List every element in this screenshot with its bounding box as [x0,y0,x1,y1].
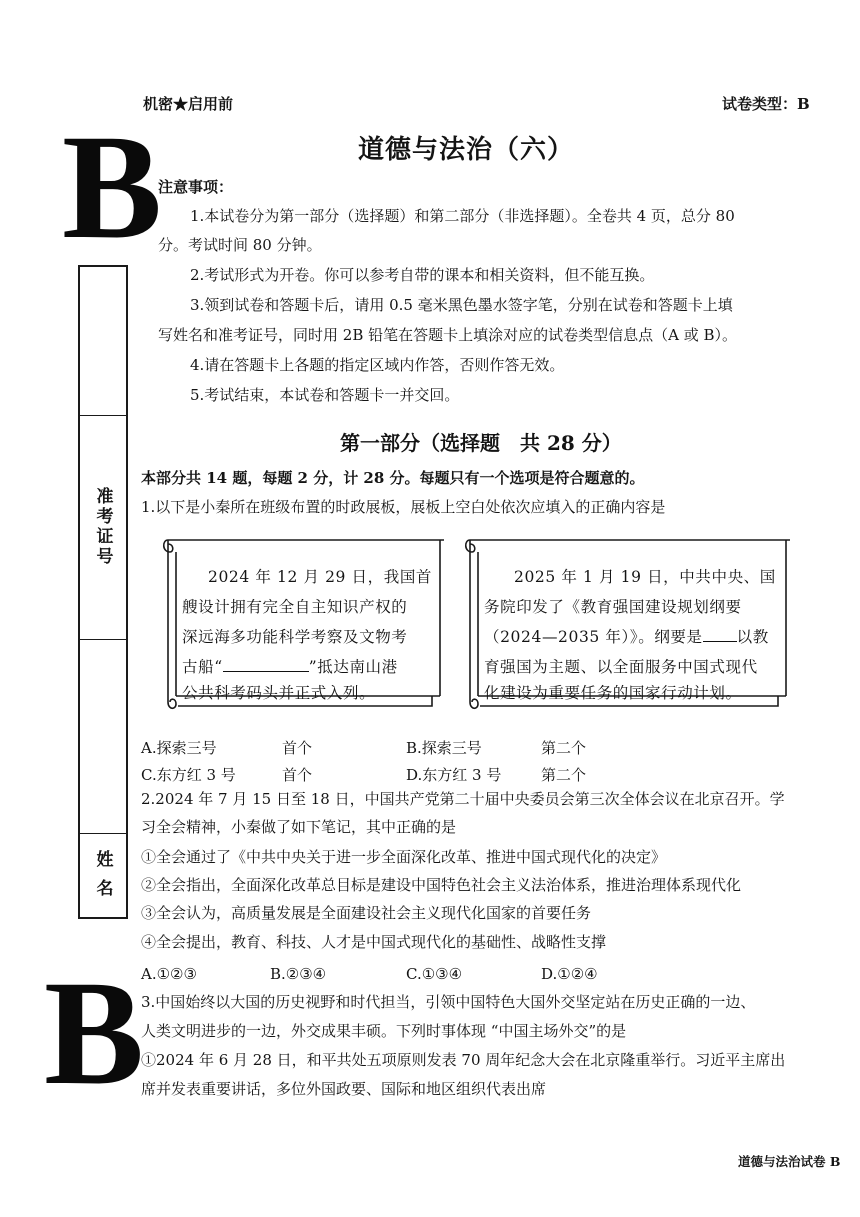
notice-line-4: 4.请在答题卡上各题的指定区域内作答，否则作答无效。 [190,356,565,374]
exam-id-label: 准考证号 [92,487,113,567]
q2-statement-3: ③全会认为，高质量发展是全面建设社会主义现代化国家的首要任务 [141,904,592,922]
paper-type-label: 试卷类型：B [722,95,810,113]
q2-statement-2: ②全会指出，全面深化改革总目标是建设中国特色社会主义法治体系，推进治理体系现代化 [141,876,742,894]
right-board-line-5: 化建设为重要任务的国家行动计划。 [484,684,742,702]
notice-line-3a: 3.领到试卷和答题卡后，请用 0.5 毫米黑色墨水签字笔，分别在试卷和答题卡上填 [190,296,733,314]
confidential-label: 机密★启用前 [143,95,234,113]
q3-statement-1b: 席并发表重要讲话，多位外国政要、国际和地区组织代表出席 [141,1080,547,1098]
question-3-stem-a: 3.中国始终以大国的历史视野和时代担当，引领中国特色大国外交坚定站在历史正确的一边、 [141,993,756,1011]
q1-option-c-part-1: C.东方红 3 号 [141,766,236,784]
q2-option-d: D.①②④ [541,965,598,983]
left-board-line-5: 公共科考码头并正式入列。 [182,684,376,702]
paper-type-letter-top: B [62,104,163,270]
q1-option-b-part-2: 第二个 [541,739,587,757]
paper-type-letter-bottom: B [44,950,145,1116]
q1-option-a-part-1: A.探索三号 [141,739,217,757]
left-board-line-4-end: ”抵达南山港 [308,658,398,676]
left-board-line-1: 2024 年 12 月 29 日，我国首 [208,568,433,586]
column-divider [80,639,126,640]
q2-option-a: A.①②③ [141,965,197,983]
question-3-stem-b: 人类文明进步的一边，外交成果丰硕。下列时事体现 “中国主场外交”的是 [141,1022,627,1040]
right-board-line-2: 务院印发了《教育强国建设规划纲要 [484,598,742,616]
notice-line-1b: 分。考试时间 80 分钟。 [158,236,322,254]
right-board-line-4: 育强国为主题、以全面服务中国式现代 [484,658,758,676]
notice-line-3b: 写姓名和准考证号，同时用 2B 铅笔在答题卡上填涂对应的试卷类型信息点（A 或 B）。 [158,326,737,344]
q1-option-d-part-1: D.东方红 3 号 [406,766,502,784]
left-board-line-2: 艘设计拥有完全自主知识产权的 [182,598,408,616]
q1-option-d-part-2: 第二个 [541,766,587,784]
name-label: 姓 名 [92,849,113,899]
column-divider [80,415,126,416]
answer-blank-1 [223,671,309,672]
right-board-line-3 [484,622,769,652]
news-board-left [160,530,452,716]
q2-option-c: C.①③④ [406,965,463,983]
notice-line-5: 5.考试结束，本试卷和答题卡一并交回。 [190,386,460,404]
section-heading: 第一部分（选择题 共 28 分） [340,431,622,455]
notice-line-1a: 1.本试卷分为第一部分（选择题）和第二部分（非选择题）。全卷共 4 页，总分 80 [190,207,735,225]
column-divider [80,833,126,834]
q1-option-c-part-2: 首个 [282,766,313,784]
q1-option-a-part-2: 首个 [282,739,313,757]
question-2-stem-a: 2.2024 年 7 月 15 日至 18 日，中国共产党第二十届中央委员会第三次全体会议在北京召开。学 [141,790,785,808]
candidate-info-column [78,265,128,919]
notice-heading: 注意事项： [158,178,234,196]
question-2-stem-b: 习全会精神，小秦做了如下笔记，其中正确的是 [141,818,457,836]
q2-statement-1: ①全会通过了《中共中央关于进一步全面深化改革、推进中国式现代化的决定》 [141,848,667,866]
news-board-right [462,530,798,716]
section-intro: 本部分共 14 题，每题 2 分，计 28 分。每题只有一个选项是符合题意的。 [141,469,645,487]
q1-option-b-part-1: B.探索三号 [406,739,482,757]
left-board-line-4-start: 古船“ [182,658,223,676]
question-1-stem: 1.以下是小秦所在班级布置的时政展板，展板上空白处依次应填入的正确内容是 [141,498,666,516]
answer-blank-2 [703,641,737,642]
page-footer: 道德与法治试卷 B [738,1154,841,1169]
right-board-line-3-end: 以教 [736,628,769,646]
right-board-line-3-start: （2024—2035 年）》。纲要是 [484,628,703,646]
q2-option-b: B.②③④ [270,965,327,983]
q2-statement-4: ④全会提出，教育、科技、人才是中国式现代化的基础性、战略性支撑 [141,933,607,951]
q3-statement-1a: ①2024 年 6 月 28 日，和平共处五项原则发表 70 周年纪念大会在北京隆重举行。习近平主席出 [141,1051,786,1069]
left-board-line-3: 深远海多功能科学考察及文物考 [182,628,408,646]
notice-line-2: 2.考试形式为开卷。你可以参考自带的课本和相关资料，但不能互换。 [190,266,655,284]
page-title: 道德与法治（六） [358,135,575,165]
right-board-line-1: 2025 年 1 月 19 日，中共中央、国 [514,568,776,586]
